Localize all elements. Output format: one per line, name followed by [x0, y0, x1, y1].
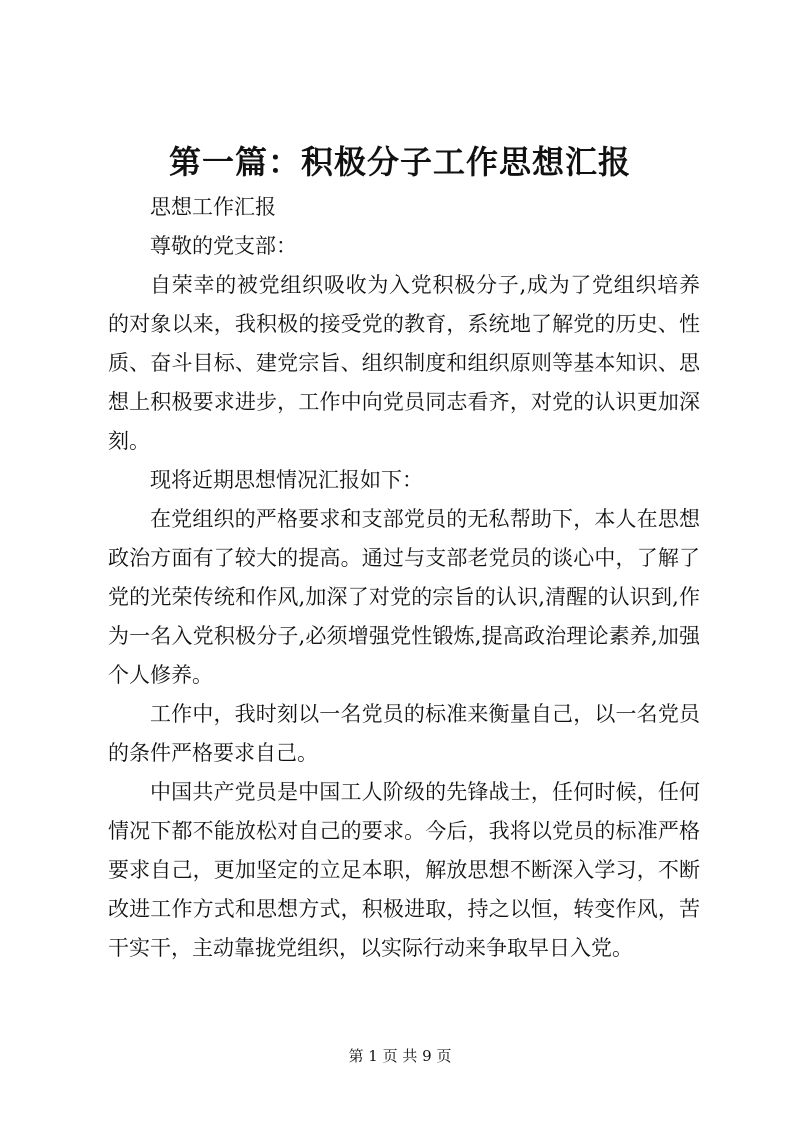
paragraph: 现将近期思想情况汇报如下：: [150, 468, 423, 492]
paragraph: 中国共产党员是中国工人阶级的先锋战士，任何时候，任何情况下都不能放松对自己的要求。今后，我将以党员的标准严格要求自己，更加坚定的立足本职，解放思想不断深入学习，不断改进工作方式和思想方式，积极进取，持之以恒，转变作风，苦干实干，主动靠拢党组织，以实际行动来争取早日入党。: [108, 780, 700, 960]
document-title: 第一篇：积极分子工作思想汇报: [168, 143, 631, 181]
paragraph: 在党组织的严格要求和支部党员的无私帮助下，本人在思想政治方面有了较大的提高。通过与支部老党员的谈心中，了解了党的光荣传统和作风,加深了对党的宗旨的认识,清醒的认识到,作为一名入党积极分子,必须增强党性锻炼,提高政治理论素养,加强个人修养。: [108, 507, 700, 687]
paragraph: 自荣幸的被党组织吸收为入党积极分子,成为了党组织培养的对象以来，我积极的接受党的教育，系统地了解党的历史、性质、奋斗目标、建党宗旨、组织制度和组织原则等基本知识、思想上积极要求进步，工作中向党员同志看齐，对党的认识更加深刻。: [108, 273, 700, 453]
paragraph-heading: 思想工作汇报: [150, 195, 276, 219]
paragraph: 工作中，我时刻以一名党员的标准来衡量自己，以一名党员的条件严格要求自己。: [108, 702, 700, 765]
document-body: [108, 188, 700, 968]
paragraph-salutation: 尊敬的党支部：: [150, 234, 297, 258]
page-number-footer: 第 1 页 共 9 页: [348, 1047, 452, 1065]
